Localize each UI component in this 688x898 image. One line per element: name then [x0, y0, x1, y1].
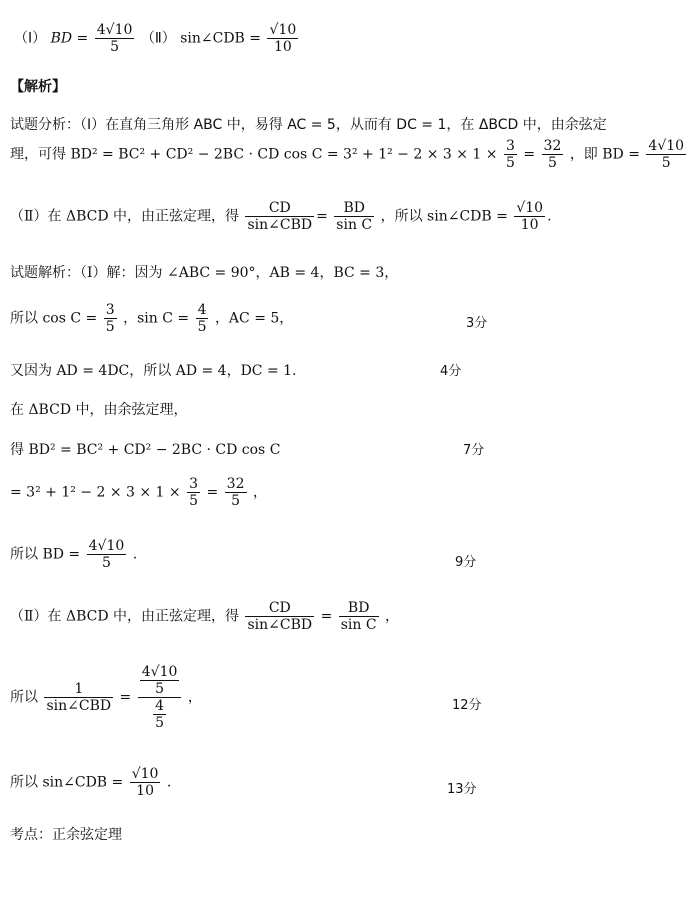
- analysis-sine-line: （Ⅱ）在 ΔBCD 中，由正弦定理，得 CD sin∠CBD = $\frac{BD}{\text{sin C}}$ ，所以 sin∠CDB = $\frac{√10}{10}$ .: [10, 200, 552, 233]
- topic-line: 考点：正余弦定理: [10, 827, 122, 843]
- analysis-intro: 试题分析：（Ⅰ）在直角三角形 ABC 中，易得 AC = 5，从而有 DC = 1，在 ΔBCD 中，由余弦定: [10, 117, 607, 133]
- solution-step-1: 试题解析：（Ⅰ）解：因为 ∠ABC = 90°，AB = 4，BC = 3，: [10, 265, 399, 281]
- fraction: $\frac{BD}{\text{sin C}}$: [340, 600, 377, 633]
- fraction: $\frac{3}{5}$: [505, 138, 515, 171]
- answer-part2-fraction: $\frac{√10}{10}$: [269, 22, 297, 55]
- answer-part1-lhs: BD =: [50, 30, 89, 47]
- answer-part2-lhs: sin∠CDB =: [180, 30, 262, 47]
- fraction: $\frac{4}{5}$: [197, 302, 207, 335]
- fraction: CD sin∠CBD: [247, 200, 313, 233]
- answer-part1-fraction: $\frac{4√10}{5}$: [96, 22, 133, 55]
- score-3: 3分: [466, 316, 488, 331]
- solution-step-6: = 3² + 1² − 2 × 3 × 1 × $\frac{3}{5}$ = $\frac{32}{5}$ ，: [10, 476, 267, 509]
- fraction: $\frac{√10}{10}$: [131, 766, 159, 799]
- solution-step-5: 得 BD² = BC² + CD² − 2BC · CD cos C: [10, 442, 281, 458]
- solution-step-2: 所以 cos C = $\frac{3}{5}$ ，sin C = $\frac{4}{5}$ ，AC = 5，: [10, 302, 294, 335]
- fraction: $\frac{√10}{10}$: [516, 200, 544, 233]
- analysis-cosine-line: 理，可得 BD² = BC² + CD² − 2BC · CD cos C = 3² + 1² − 2 × 3 × 1 × $\frac{3}{5}$ = $\frac{32}{5}$ ，即 BD = $\frac{4√10}{5}$: [10, 138, 685, 171]
- fraction: $\frac{32}{5}$: [226, 476, 245, 509]
- fraction: $\frac{BD}{\text{sin C}}$: [336, 200, 373, 233]
- analysis-heading: 【解析】: [10, 79, 66, 95]
- fraction: $\frac{4√10}{5}$: [648, 138, 685, 171]
- answer-part1-mark: （Ⅰ）: [14, 30, 47, 47]
- fraction: $\frac{3}{5}$: [105, 302, 115, 335]
- solution-step-10: 所以 sin∠CDB = $\frac{√10}{10}$ .: [10, 766, 172, 799]
- solution-step-8: （Ⅱ）在 ΔBCD 中，由正弦定理，得 CD sin∠CBD = $\frac{BD}{\text{sin C}}$ ，: [10, 600, 400, 633]
- score-7: 7分: [463, 443, 485, 458]
- score-13: 13分: [447, 782, 477, 797]
- answer-line: [14, 22, 300, 55]
- solution-step-7: 所以 BD = $\frac{4√10}{5}$ .: [10, 538, 138, 571]
- solution-step-3: 又因为 AD = 4DC，所以 AD = 4，DC = 1.: [10, 363, 297, 379]
- compound-fraction: $\frac{\frac{4√10}{5}}{\frac{4}{5}}$: [138, 664, 182, 731]
- score-4: 4分: [440, 364, 462, 379]
- fraction: CD sin∠CBD: [247, 600, 313, 633]
- fraction: $\frac{32}{5}$: [543, 138, 562, 171]
- score-12: 12分: [452, 698, 482, 713]
- solution-step-4: 在 ΔBCD 中，由余弦定理，: [10, 402, 188, 418]
- score-9: 9分: [455, 555, 477, 570]
- fraction: $\frac{4√10}{5}$: [88, 538, 125, 571]
- fraction: 1 sin∠CBD: [46, 681, 112, 714]
- solution-step-9: 所以 1 sin∠CBD = $\frac{\frac{4√10}{5}}{\frac{4}{5}}$ ，: [10, 664, 202, 731]
- fraction: $\frac{3}{5}$: [189, 476, 199, 509]
- answer-part2-mark: （Ⅱ）: [140, 30, 176, 47]
